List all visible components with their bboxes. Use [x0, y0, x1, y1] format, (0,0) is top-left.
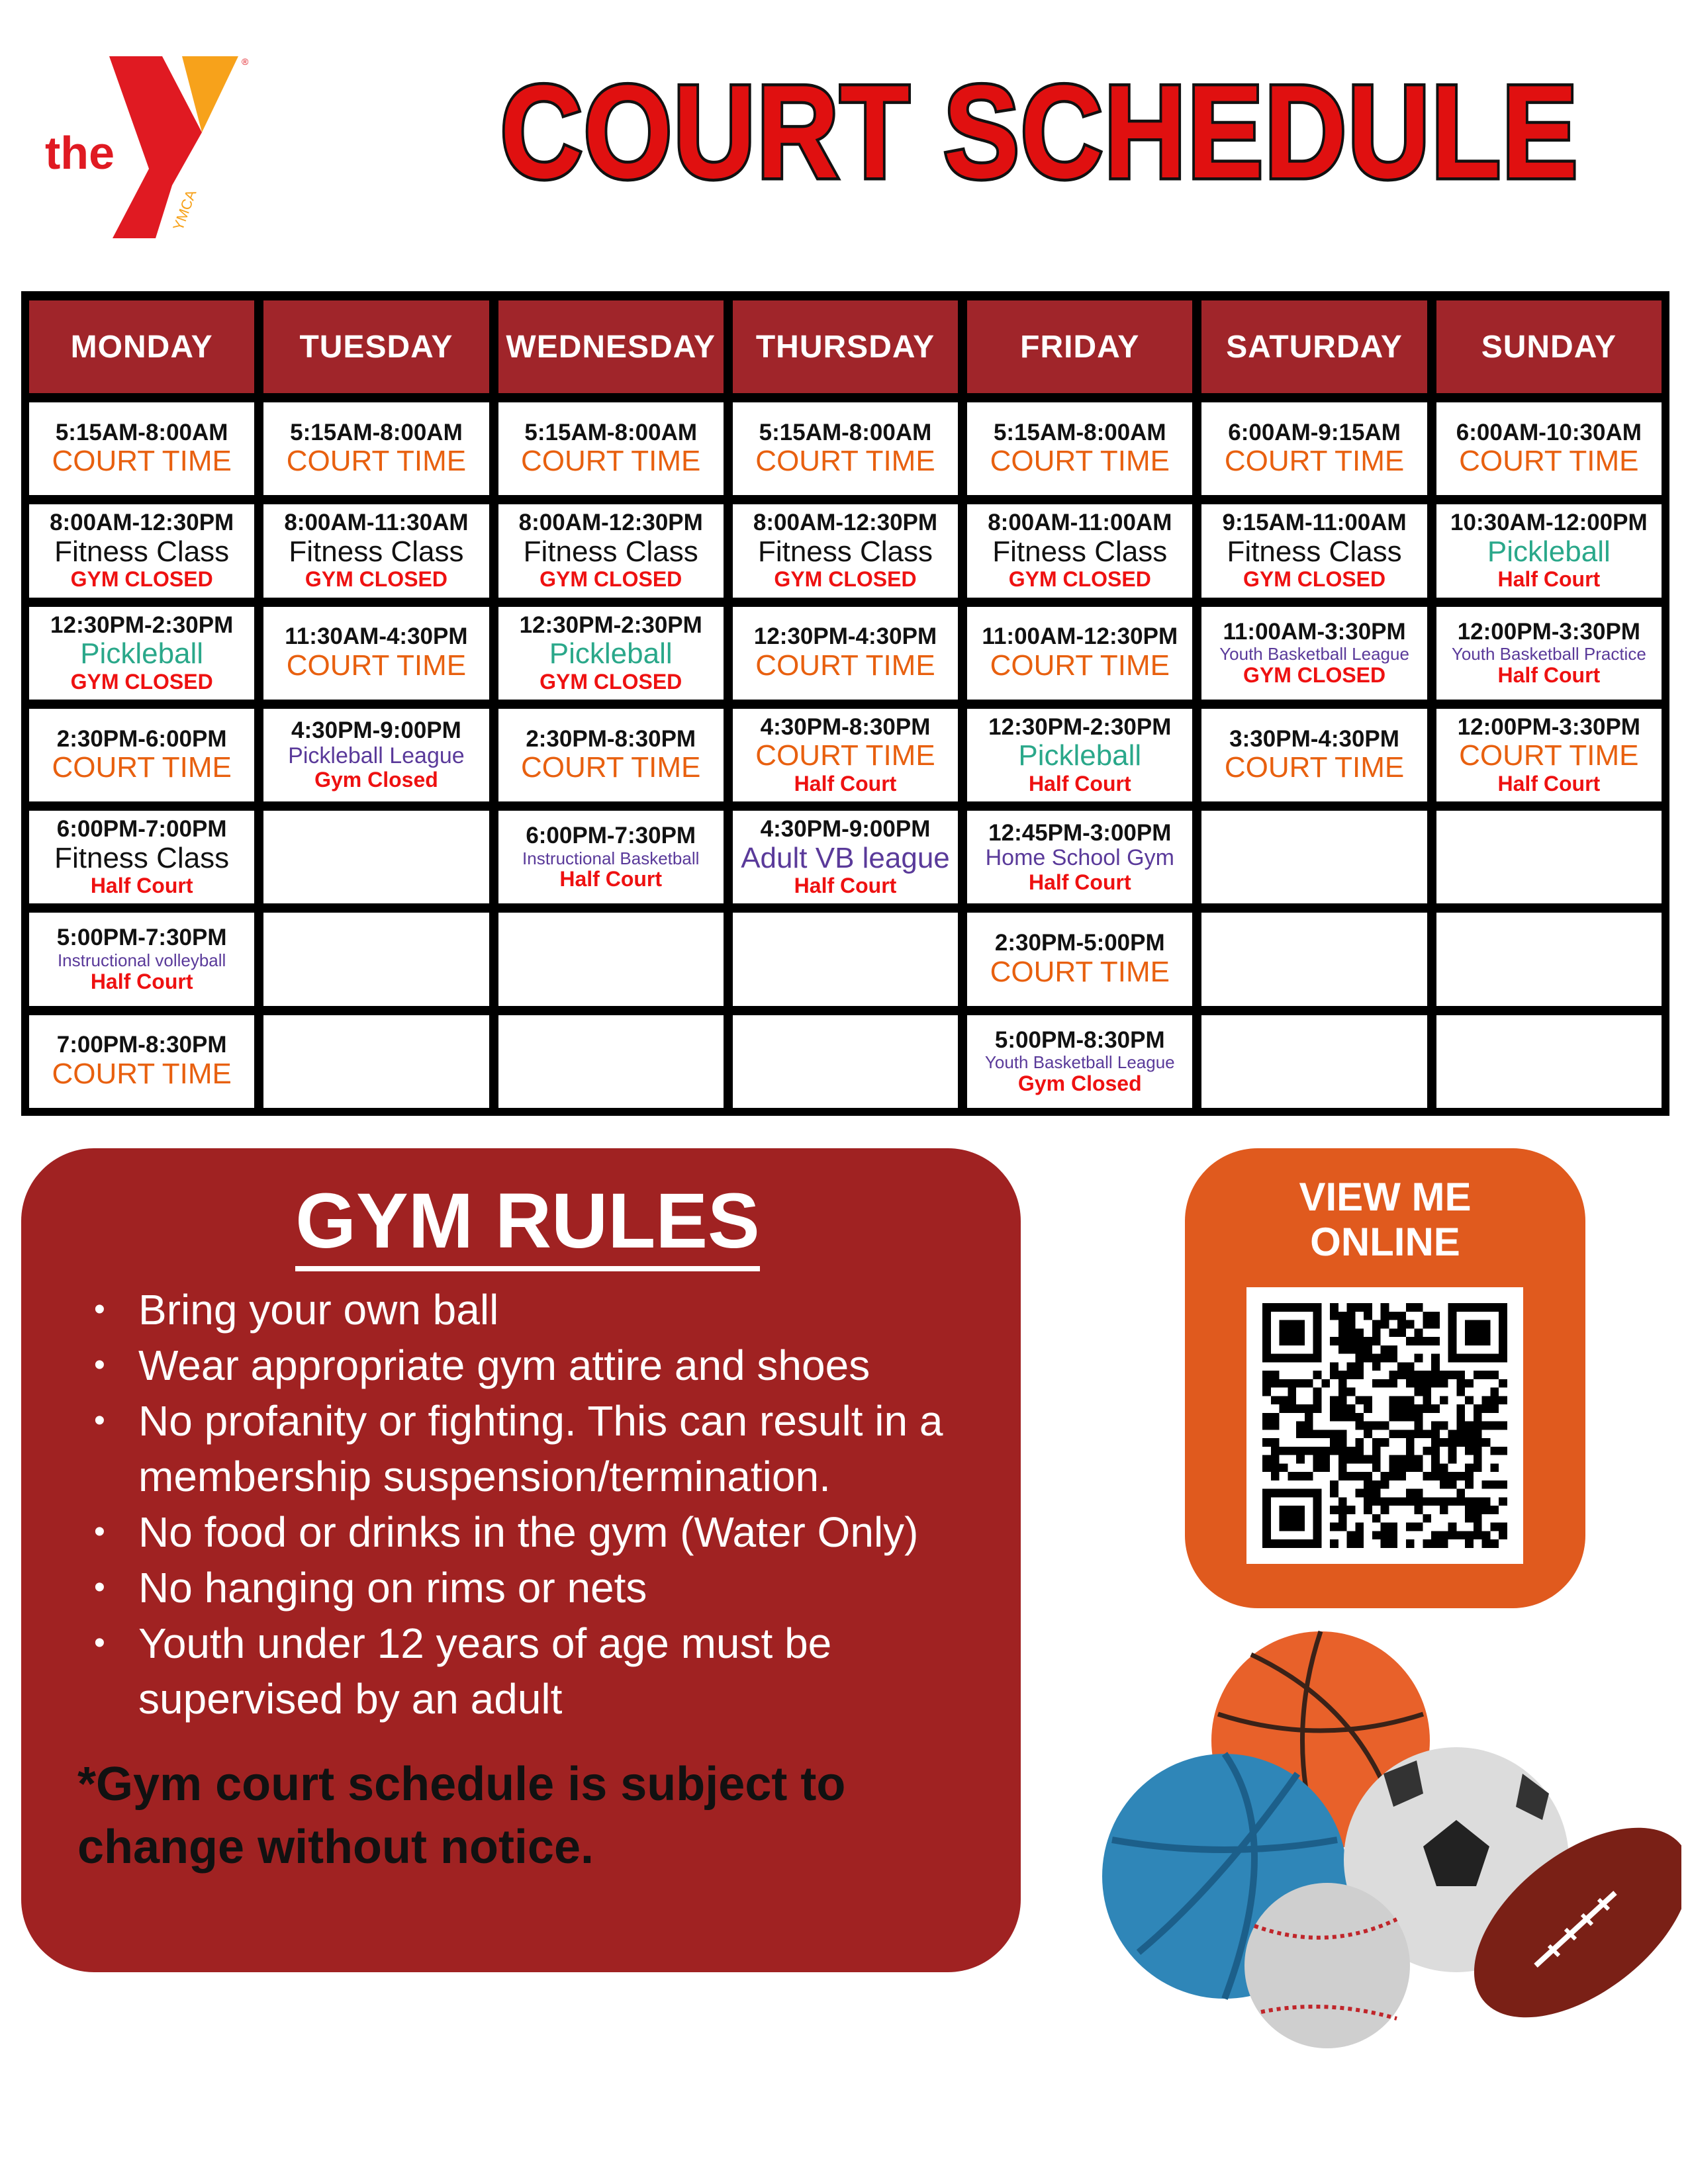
- slot-time: 2:30PM-5:00PM: [994, 930, 1165, 956]
- empty-slot: [263, 913, 489, 1005]
- slot-note: Half Court: [1497, 662, 1601, 687]
- slot-activity: COURT TIME: [755, 739, 935, 772]
- slot-activity: COURT TIME: [1459, 445, 1639, 478]
- svg-text:®: ®: [242, 56, 249, 67]
- slot-activity: Fitness Class: [54, 535, 230, 568]
- slot-time: 12:45PM-3:00PM: [988, 819, 1172, 846]
- slot-activity: Youth Basketball Practice: [1451, 644, 1646, 664]
- schedule-slot: [967, 811, 1192, 903]
- slot-activity: Fitness Class: [523, 535, 698, 568]
- schedule-slot: [1436, 402, 1662, 495]
- slot-activity: Pickleball: [1018, 739, 1142, 772]
- slot-time: 6:00AM-10:30AM: [1456, 419, 1642, 445]
- slot-time: 10:30AM-12:00PM: [1450, 510, 1648, 536]
- schedule-slot: [498, 811, 724, 903]
- empty-slot: [263, 811, 489, 903]
- slot-note: GYM CLOSED: [539, 567, 682, 592]
- sports-balls-illustration: [1086, 1621, 1681, 2052]
- slot-time: 4:30PM-9:00PM: [291, 717, 461, 744]
- day-header-saturday: SATURDAY: [1201, 300, 1427, 393]
- day-header-thursday: THURSDAY: [733, 300, 958, 393]
- slot-time: 4:30PM-9:00PM: [760, 816, 931, 842]
- schedule-slot: [967, 402, 1192, 495]
- rule-item: • No food or drinks in the gym (Water Only): [77, 1504, 981, 1560]
- schedule-slot: [498, 402, 724, 495]
- schedule-slot: [733, 811, 958, 903]
- slot-activity: Fitness Class: [757, 535, 933, 568]
- schedule-slot: [1436, 504, 1662, 597]
- slot-time: 12:30PM-2:30PM: [519, 612, 702, 638]
- schedule-slot: [1201, 709, 1427, 801]
- schedule-slot: [1201, 607, 1427, 700]
- slot-time: 5:00PM-8:30PM: [994, 1026, 1165, 1053]
- slot-time: 12:00PM-3:30PM: [1457, 713, 1640, 740]
- empty-slot: [498, 1015, 724, 1108]
- empty-slot: [498, 913, 724, 1005]
- slot-note: GYM CLOSED: [774, 567, 917, 592]
- gym-rules-title: GYM RULES: [77, 1175, 978, 1267]
- slot-activity: COURT TIME: [521, 445, 701, 478]
- rule-item: • No hanging on rims or nets: [77, 1560, 981, 1615]
- slot-note: Half Court: [1028, 771, 1131, 796]
- schedule-slot: [498, 709, 724, 801]
- schedule-slot: [263, 607, 489, 700]
- slot-note: Half Court: [794, 874, 897, 898]
- slot-activity: Youth Basketball League: [984, 1052, 1175, 1073]
- slot-activity: Home School Gym: [985, 845, 1174, 871]
- empty-slot: [1201, 913, 1427, 1005]
- empty-slot: [733, 1015, 958, 1108]
- slot-time: 4:30PM-8:30PM: [760, 713, 931, 740]
- rule-item: • Youth under 12 years of age must be supervised by an adult: [77, 1615, 981, 1727]
- slot-activity: Fitness Class: [992, 535, 1168, 568]
- day-header-friday: FRIDAY: [967, 300, 1192, 393]
- schedule-slot: [263, 709, 489, 801]
- slot-note: GYM CLOSED: [1008, 567, 1151, 592]
- schedule-slot: [498, 504, 724, 597]
- slot-activity: COURT TIME: [52, 751, 232, 784]
- slot-note: GYM CLOSED: [70, 669, 213, 694]
- slot-activity: Adult VB league: [741, 841, 950, 874]
- schedule-slot: [498, 607, 724, 700]
- schedule-slot: [1436, 709, 1662, 801]
- slot-time: 8:00AM-12:30PM: [753, 510, 938, 536]
- slot-note: Half Court: [90, 969, 193, 993]
- schedule-slot: [29, 1015, 254, 1108]
- slot-time: 6:00PM-7:00PM: [56, 816, 227, 842]
- slot-time: 12:30PM-4:30PM: [753, 623, 937, 650]
- slot-activity: Fitness Class: [1227, 535, 1402, 568]
- schedule-slot: [967, 504, 1192, 597]
- schedule-slot: [967, 1015, 1192, 1108]
- schedule-table: [21, 291, 1669, 1116]
- rule-item: • Bring your own ball: [77, 1282, 981, 1338]
- slot-time: 8:00AM-12:30PM: [50, 510, 234, 536]
- slot-time: 5:00PM-7:30PM: [56, 925, 227, 951]
- slot-time: 6:00AM-9:15AM: [1228, 419, 1401, 445]
- schedule-slot: [263, 402, 489, 495]
- slot-note: Half Court: [1497, 771, 1601, 796]
- slot-note: GYM CLOSED: [70, 567, 213, 592]
- slot-time: 8:00AM-11:00AM: [988, 510, 1172, 536]
- slot-note: Gym Closed: [1017, 1071, 1142, 1095]
- slot-activity: Youth Basketball League: [1219, 644, 1409, 664]
- slot-activity: Pickleball: [80, 637, 204, 670]
- slot-activity: COURT TIME: [755, 649, 935, 682]
- svg-text:the: the: [45, 127, 115, 179]
- slot-time: 5:15AM-8:00AM: [290, 419, 463, 445]
- slot-time: 7:00PM-8:30PM: [56, 1032, 227, 1058]
- schedule-slot: [967, 913, 1192, 1005]
- schedule-slot: [1201, 504, 1427, 597]
- schedule-slot: [967, 709, 1192, 801]
- slot-note: Half Court: [1028, 870, 1131, 894]
- slot-activity: Pickleball: [549, 637, 673, 670]
- slot-activity: COURT TIME: [286, 445, 467, 478]
- svg-text:YMCA: YMCA: [169, 187, 200, 233]
- ymca-logo: [40, 53, 291, 245]
- schedule-slot: [263, 504, 489, 597]
- slot-activity: COURT TIME: [990, 445, 1170, 478]
- schedule-slot: [29, 709, 254, 801]
- page-title-container: [410, 53, 1668, 212]
- slot-activity: Instructional volleyball: [57, 950, 226, 970]
- schedule-slot: [29, 811, 254, 903]
- baseball-icon: [1244, 1883, 1410, 2048]
- slot-activity: Fitness Class: [54, 841, 230, 874]
- slot-time: 5:15AM-8:00AM: [993, 419, 1166, 445]
- schedule-slot: [967, 607, 1192, 700]
- slot-time: 9:15AM-11:00AM: [1222, 510, 1407, 536]
- slot-activity: COURT TIME: [52, 1057, 232, 1090]
- slot-note: Gym Closed: [314, 768, 438, 792]
- slot-time: 5:15AM-8:00AM: [55, 419, 228, 445]
- schedule-change-notice: *Gym court schedule is subject to change without notice.: [77, 1758, 846, 1874]
- schedule-slot: [1201, 402, 1427, 495]
- qr-code[interactable]: [1246, 1287, 1523, 1564]
- slot-activity: COURT TIME: [990, 649, 1170, 682]
- empty-slot: [733, 913, 958, 1005]
- view-online-line2: ONLINE: [1310, 1220, 1460, 1264]
- slot-note: Half Court: [1497, 567, 1601, 592]
- slot-time: 3:30PM-4:30PM: [1229, 725, 1399, 752]
- schedule-slot: [29, 607, 254, 700]
- slot-time: 5:15AM-8:00AM: [759, 419, 932, 445]
- empty-slot: [263, 1015, 489, 1108]
- slot-note: GYM CLOSED: [1243, 567, 1386, 592]
- slot-time: 2:30PM-8:30PM: [526, 725, 696, 752]
- view-online-line1: VIEW ME: [1299, 1175, 1472, 1219]
- gym-rules-list: [77, 1282, 981, 1727]
- empty-slot: [1436, 1015, 1662, 1108]
- slot-time: 11:00AM-3:30PM: [1223, 618, 1406, 645]
- slot-note: GYM CLOSED: [305, 567, 447, 592]
- schedule-slot: [29, 913, 254, 1005]
- slot-time: 11:30AM-4:30PM: [285, 623, 468, 650]
- slot-activity: Instructional Basketball: [522, 848, 700, 868]
- slot-activity: COURT TIME: [1459, 739, 1639, 772]
- slot-activity: COURT TIME: [1224, 751, 1405, 784]
- schedule-slot: [29, 504, 254, 597]
- schedule-slot: [733, 607, 958, 700]
- slot-activity: Pickleball: [1487, 535, 1611, 568]
- empty-slot: [1436, 913, 1662, 1005]
- schedule-slot: [29, 402, 254, 495]
- slot-note: Half Court: [794, 771, 897, 796]
- day-header-monday: MONDAY: [29, 300, 254, 393]
- slot-time: 2:30PM-6:00PM: [56, 725, 227, 752]
- empty-slot: [1201, 811, 1427, 903]
- slot-activity: COURT TIME: [1224, 445, 1405, 478]
- slot-note: Half Court: [90, 874, 193, 898]
- empty-slot: [1436, 811, 1662, 903]
- slot-time: 8:00AM-12:30PM: [518, 510, 703, 536]
- day-header-sunday: SUNDAY: [1436, 300, 1662, 393]
- schedule-slot: [733, 709, 958, 801]
- slot-activity: COURT TIME: [521, 751, 701, 784]
- slot-note: GYM CLOSED: [539, 669, 682, 694]
- page-title: COURT SCHEDULE: [500, 58, 1579, 206]
- slot-time: 6:00PM-7:30PM: [526, 823, 696, 849]
- slot-time: 12:30PM-2:30PM: [988, 713, 1172, 740]
- rule-item: • Wear appropriate gym attire and shoes: [77, 1338, 981, 1393]
- slot-activity: COURT TIME: [990, 955, 1170, 988]
- day-header-tuesday: TUESDAY: [263, 300, 489, 393]
- rule-item: • No profanity or fighting. This can result in a membership suspension/termination.: [77, 1393, 981, 1504]
- slot-time: 12:00PM-3:30PM: [1457, 618, 1640, 645]
- schedule-slot: [1436, 607, 1662, 700]
- schedule-slot: [733, 402, 958, 495]
- slot-note: Half Court: [559, 867, 663, 891]
- empty-slot: [1201, 1015, 1427, 1108]
- slot-activity: COURT TIME: [755, 445, 935, 478]
- view-online-panel: [1185, 1148, 1585, 1608]
- slot-time: 5:15AM-8:00AM: [524, 419, 698, 445]
- slot-activity: COURT TIME: [286, 649, 467, 682]
- slot-activity: COURT TIME: [52, 445, 232, 478]
- slot-time: 12:30PM-2:30PM: [50, 612, 234, 638]
- slot-note: GYM CLOSED: [1243, 662, 1386, 687]
- slot-time: 8:00AM-11:30AM: [284, 510, 469, 536]
- slot-activity: Fitness Class: [289, 535, 464, 568]
- day-header-wednesday: WEDNESDAY: [498, 300, 724, 393]
- schedule-slot: [733, 504, 958, 597]
- slot-time: 11:00AM-12:30PM: [982, 623, 1178, 650]
- gym-rules-panel: [21, 1148, 1021, 1972]
- slot-activity: Pickleball League: [288, 743, 465, 768]
